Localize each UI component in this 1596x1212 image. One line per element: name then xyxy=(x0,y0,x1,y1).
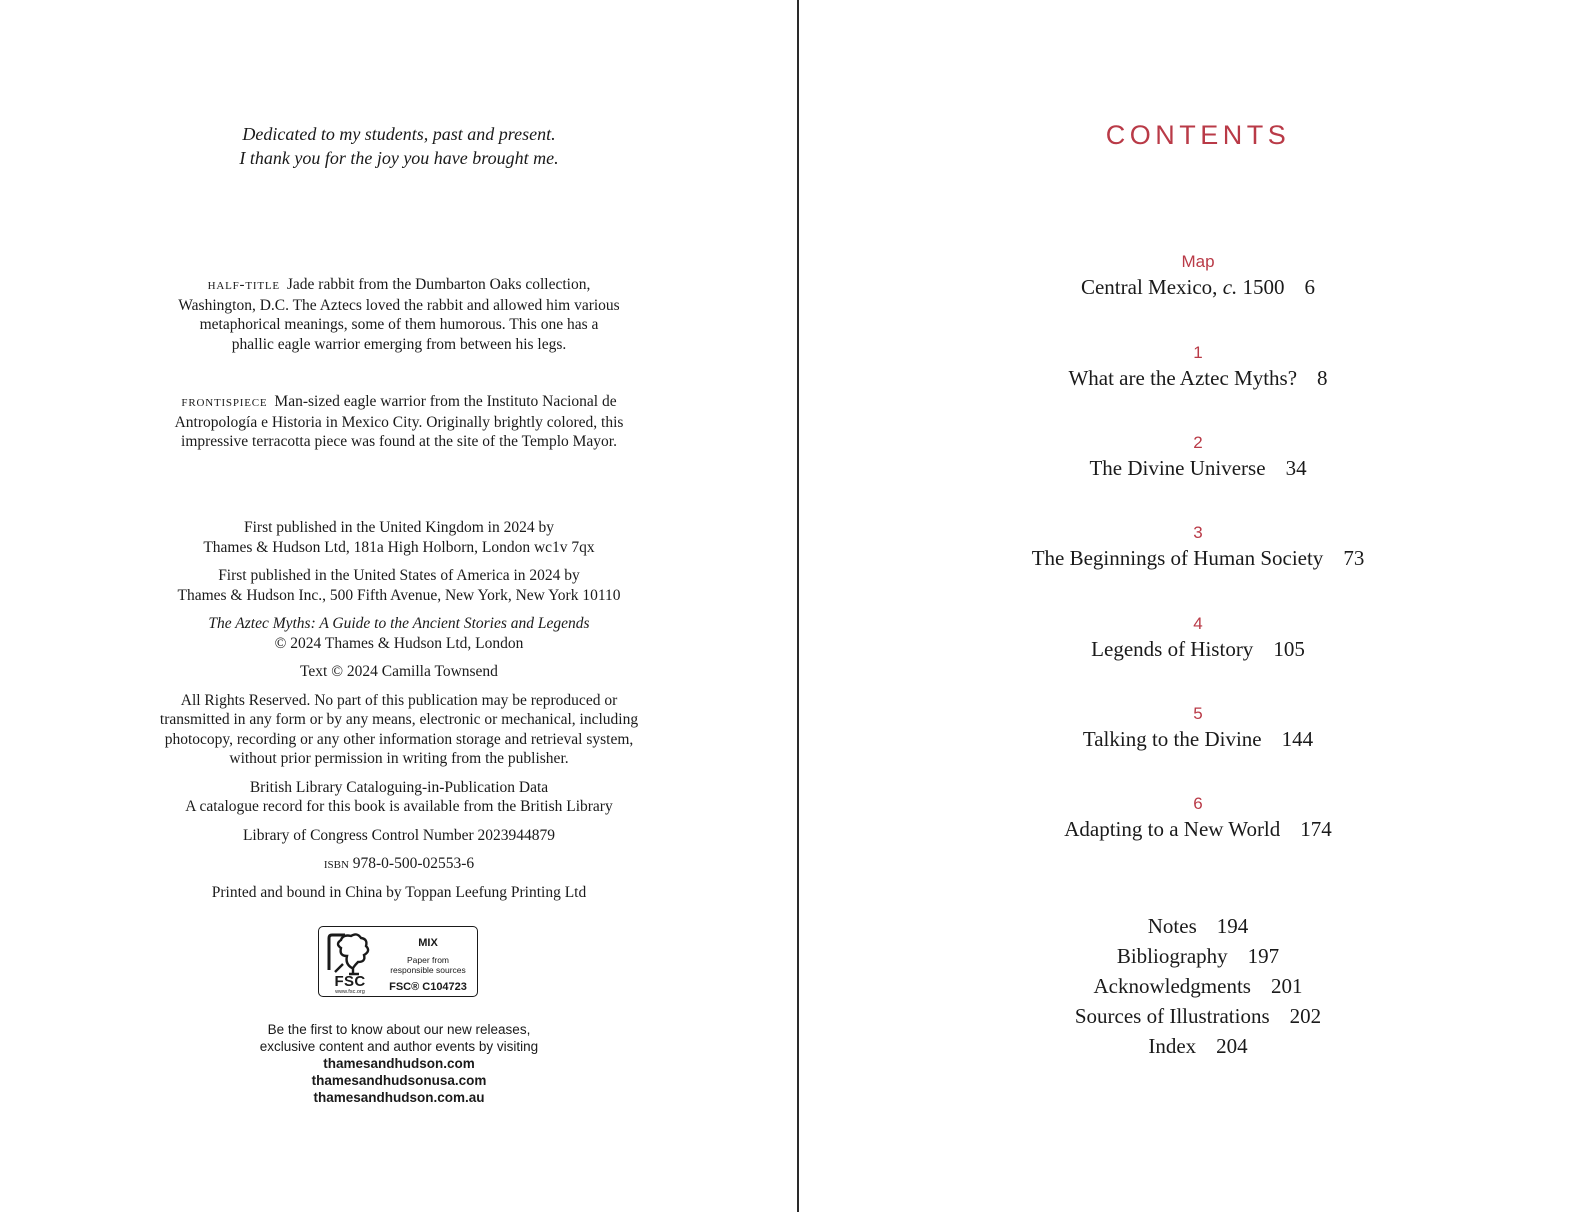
chapter-number: 1 xyxy=(1193,343,1203,362)
chapter-page-number: 34 xyxy=(1285,456,1307,480)
chapter-number: 4 xyxy=(1193,614,1203,633)
fsc-url: www.fsc.org xyxy=(335,989,365,995)
back-matter-title: Index xyxy=(1148,1034,1197,1058)
fsc-brand: FSC xyxy=(334,973,366,990)
toc-chapter-4 xyxy=(800,614,1596,664)
chapter-title-line xyxy=(800,363,1596,393)
chapter-title: Legends of History xyxy=(1091,637,1254,661)
caption-line: Antropología e Historia in Mexico City. Originally brightly colored, this xyxy=(174,413,624,431)
toc-back-matter xyxy=(800,911,1596,1061)
toc-chapter-5 xyxy=(800,704,1596,754)
back-matter-title: Notes xyxy=(1147,914,1197,938)
text-copyright xyxy=(0,662,798,682)
chapter-title: The Divine Universe xyxy=(1089,456,1266,480)
back-matter-page: 197 xyxy=(1247,944,1280,968)
cip-line: British Library Cataloguing-in-Publication Data xyxy=(249,778,549,796)
chapter-title-line xyxy=(800,543,1596,573)
rights-line: photocopy, recording or any other information storage and retrieval system, xyxy=(164,730,634,748)
back-matter-entry xyxy=(800,1031,1596,1061)
fsc-tree-icon xyxy=(325,932,371,976)
chapter-page-number: 174 xyxy=(1300,817,1332,841)
imprint-line: First published in the United States of America in 2024 by xyxy=(218,567,580,584)
caption-line: Washington, D.C. The Aztecs loved the rabbit and allowed him various xyxy=(178,296,620,314)
book-title: The Aztec Myths: A Guide to the Ancient Stories and Legends xyxy=(208,615,590,632)
chapter-title: The Beginnings of Human Society xyxy=(1031,546,1324,570)
fsc-code: FSC® C104723 xyxy=(389,981,467,993)
website-url: thamesandhudsonusa.com xyxy=(311,1073,487,1088)
rights-statement xyxy=(0,691,798,769)
map-title xyxy=(800,272,1596,302)
cip-data xyxy=(0,778,798,817)
fsc-paper xyxy=(381,955,475,975)
printer-line: Printed and bound in China by Toppan Leefung Printing Ltd xyxy=(211,883,587,901)
page-gutter xyxy=(797,0,799,1212)
website-promo xyxy=(0,1021,798,1106)
back-matter-title: Acknowledgments xyxy=(1093,974,1251,998)
back-matter-page: 194 xyxy=(1216,914,1249,938)
fsc-mix: MIX xyxy=(418,937,438,949)
fsc-logo xyxy=(318,926,478,997)
rights-line: without prior permission in writing from the publisher. xyxy=(229,750,569,767)
uk-publication xyxy=(0,518,798,557)
back-matter-title: Bibliography xyxy=(1116,944,1228,968)
chapter-title: What are the Aztec Myths? xyxy=(1068,366,1298,390)
fsc-paper-line: responsible sources xyxy=(390,965,466,975)
chapter-title-line xyxy=(800,634,1596,664)
chapter-title-line xyxy=(800,814,1596,844)
isbn xyxy=(0,854,798,874)
map-title-circa: c. xyxy=(1222,275,1238,299)
back-matter-entry xyxy=(800,971,1596,1001)
back-matter-entry xyxy=(800,941,1596,971)
dedication xyxy=(0,122,798,170)
map-label: Map xyxy=(1181,252,1215,271)
back-matter-entry xyxy=(800,911,1596,941)
copyright-line: © 2024 Thames & Hudson Ltd, London xyxy=(274,634,524,652)
chapter-page-number: 8 xyxy=(1317,366,1328,390)
right-page xyxy=(800,0,1596,1212)
half-title-caption xyxy=(0,275,798,354)
chapter-number: 6 xyxy=(1193,794,1203,813)
back-matter-page: 201 xyxy=(1270,974,1303,998)
caption-line xyxy=(0,275,798,296)
website-url: thamesandhudson.com xyxy=(323,1056,475,1071)
toc-chapter-3 xyxy=(800,523,1596,573)
us-publication xyxy=(0,566,798,605)
imprint-line: First published in the United Kingdom in 2024 by xyxy=(244,519,554,536)
map-page-number: 6 xyxy=(1304,275,1316,299)
isbn-line: isbn 978-0-500-02553-6 xyxy=(323,855,475,872)
imprint xyxy=(0,518,798,911)
imprint-line: Thames & Hudson Ltd, 181a High Holborn, London wc1v 7qx xyxy=(203,538,595,556)
chapter-title-line xyxy=(800,453,1596,483)
website-url: thamesandhudson.com.au xyxy=(313,1090,485,1105)
chapter-number: 2 xyxy=(1193,433,1203,452)
book-copyright xyxy=(0,614,798,653)
chapter-page-number: 144 xyxy=(1281,727,1314,751)
back-matter-entry xyxy=(800,1001,1596,1031)
toc-map-entry xyxy=(800,252,1596,302)
chapter-title: Talking to the Divine xyxy=(1082,727,1262,751)
caption-line: metaphorical meanings, some of them humorous. This one has a xyxy=(199,316,599,333)
chapter-page-number: 105 xyxy=(1273,637,1305,661)
promo-line: Be the first to know about our new releases, xyxy=(267,1022,531,1037)
toc-chapter-2 xyxy=(800,433,1596,483)
caption-text: Jade rabbit from the Dumbarton Oaks collection, xyxy=(286,276,591,293)
chapter-number: 5 xyxy=(1193,704,1203,723)
chapter-page-number: 73 xyxy=(1343,546,1365,570)
loc-number xyxy=(0,826,798,846)
printer xyxy=(0,883,798,903)
chapter-title-line xyxy=(800,724,1596,754)
frontispiece-caption xyxy=(0,392,798,452)
toc-chapter-1 xyxy=(800,343,1596,393)
caption-text: Man-sized eagle warrior from the Instituto Nacional de xyxy=(274,393,617,410)
map-title-text: Central Mexico, xyxy=(1080,275,1218,299)
promo-line: exclusive content and author events by visiting xyxy=(259,1039,539,1054)
contents-title: CONTENTS xyxy=(1105,120,1291,150)
caption-line xyxy=(0,392,798,413)
back-matter-page: 204 xyxy=(1216,1034,1248,1058)
rights-line: transmitted in any form or by any means, electronic or mechanical, including xyxy=(159,711,639,728)
map-title-year: 1500 xyxy=(1242,275,1285,299)
cip-line: A catalogue record for this book is available from the British Library xyxy=(185,798,613,815)
caption-line: impressive terracotta piece was found at the site of the Templo Mayor. xyxy=(181,433,617,450)
frontispiece-label: frontispiece xyxy=(181,394,268,410)
dedication-line: I thank you for the joy you have brought me. xyxy=(239,148,559,168)
dedication-line: Dedicated to my students, past and present. xyxy=(242,124,556,144)
back-matter-page: 202 xyxy=(1289,1004,1322,1028)
rights-line: All Rights Reserved. No part of this publication may be reproduced or xyxy=(180,691,618,709)
loc-line: Library of Congress Control Number 2023944879 xyxy=(242,826,556,844)
chapter-title: Adapting to a New World xyxy=(1064,817,1281,841)
text-copyright-line: Text © 2024 Camilla Townsend xyxy=(300,663,498,680)
half-title-label: half-title xyxy=(207,277,280,293)
fsc-paper-line: Paper from xyxy=(406,955,450,965)
toc-chapter-6 xyxy=(800,794,1596,844)
imprint-line: Thames & Hudson Inc., 500 Fifth Avenue, New York, New York 10110 xyxy=(177,586,621,604)
caption-line: phallic eagle warrior emerging from between his legs. xyxy=(231,335,567,353)
chapter-number: 3 xyxy=(1193,523,1203,542)
back-matter-title: Sources of Illustrations xyxy=(1074,1004,1270,1028)
